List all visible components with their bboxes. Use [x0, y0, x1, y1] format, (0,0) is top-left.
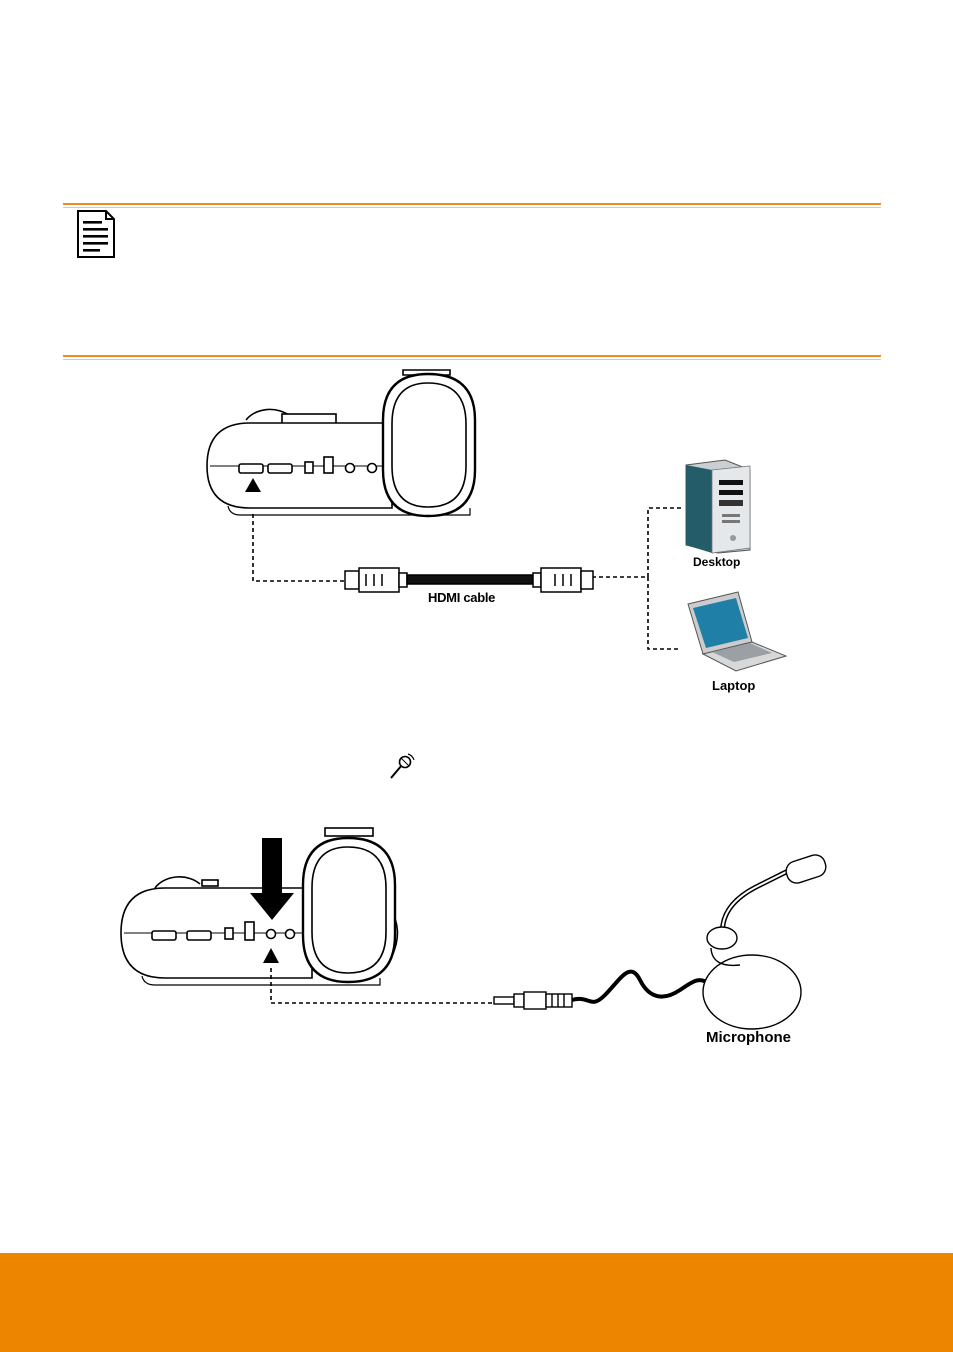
- desktop-computer-icon: [686, 460, 750, 553]
- laptop-label: Laptop: [712, 678, 756, 693]
- camera-device-side-view: [207, 370, 475, 516]
- hdmi-cable-label: HDMI cable: [428, 590, 496, 605]
- microphone-port-icon: [386, 752, 416, 782]
- top-divider: [63, 203, 881, 205]
- microphone-cable: [572, 972, 710, 1002]
- camera-device-side-view: [121, 828, 397, 985]
- audio-plug: [494, 992, 572, 1009]
- hdmi-cable: [345, 568, 593, 592]
- note-document-icon: [76, 209, 116, 259]
- laptop-computer-icon: [688, 592, 786, 671]
- desk-microphone-icon: [703, 852, 828, 1029]
- hdmi-connection-diagram: [0, 360, 953, 705]
- desktop-label: Desktop: [693, 555, 741, 569]
- microphone-connection-diagram: [0, 825, 953, 1050]
- microphone-label: Microphone: [706, 1029, 791, 1046]
- bottom-divider: [63, 355, 881, 357]
- page-footer-bar: [0, 1253, 953, 1352]
